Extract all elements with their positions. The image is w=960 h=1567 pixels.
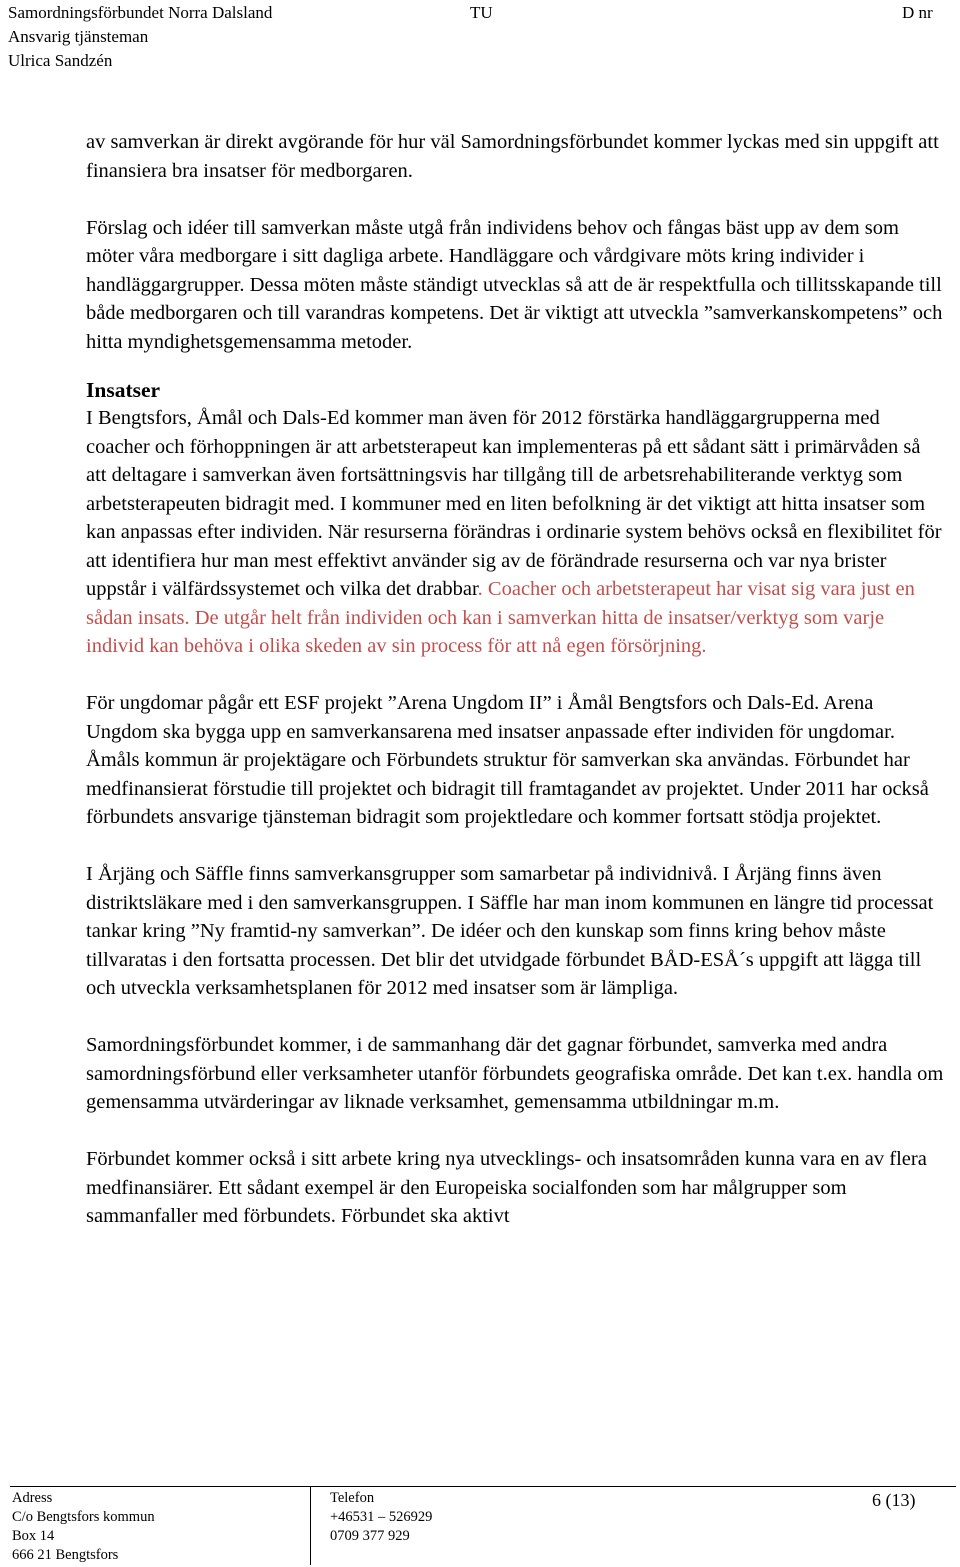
header-role: Ansvarig tjänsteman (8, 27, 149, 46)
header-person: Ulrica Sandzén (8, 51, 113, 70)
paragraph-7: Förbundet kommer också i sitt arbete kring nya utvecklings- och insatsområden kunna vara en av flera medfinansiärer. Ett sådant exempel är den Europeiska socialfonden som har målgrupper som sammanfaller med förbundets. Förbundet ska aktivt (86, 1148, 927, 1227)
footer-divider (310, 1486, 311, 1565)
footer-address-line: 666 21 Bengtsfors (12, 1547, 119, 1563)
section-heading-insatser: Insatser (86, 378, 161, 402)
header-dnr: D nr (902, 3, 933, 22)
footer-phone-label: Telefon (330, 1490, 375, 1506)
paragraph-3-part-2: Coacher och arbetsterapeut har visat sig vara just en sådan insats. De utgår helt från individen och kan i samverkan hitta de insatser/verktyg som varje individ kan behöva i olika skeden av sin process för att nå egen försörjning. (86, 578, 915, 657)
header-organization: Samordningsförbundet Norra Dalsland (8, 3, 273, 22)
paragraph-1: av samverkan är direkt avgörande för hur väl Samordningsförbundet kommer lyckas med sin uppgift att finansiera bra insatser för medborgaren. (86, 131, 939, 182)
paragraph-3-part-1: I Bengtsfors, Åmål och Dals-Ed kommer man även för 2012 förstärka handläggargrupperna med coacher och förhoppningen är att arbetsterapeut kan implementeras på ett sådant sätt i primärvåden så att deltagare i samverkan även fortsättningsvis har tillgång till de arbetsrehabiliterande verktyg som arbetsterapeuten bidragit med. I kommuner med en liten befolkning är det viktigt att hitta insatser som kan anpassas efter individen. När resurserna förändras i ordinarie system behövs också en flexibilitet för att identifiera hur man mest effektivt använder sig av de förändrade resurserna och var nya brister uppstår i välfärdssystemet och vilka det drabbar (86, 407, 942, 600)
paragraph-2: Förslag och idéer till samverkan måste utgå från individens behov och fångas bäst upp av dem som möter våra medborgare i sitt dagliga arbete. Handläggare och vårdgivare möts kring individer i handläggargrupper. Dessa möten måste ständigt utvecklas så att de är respektfulla och tillitsskapande till både medborgaren och till varandras kompetens. Det är viktigt att utveckla ”samverkanskompetens” och hitta myndighetsgemensamma metoder. (86, 216, 943, 353)
paragraph-3 (86, 404, 946, 661)
footer-address-line: Box 14 (12, 1528, 55, 1544)
footer-address (12, 1489, 155, 1565)
footer-phone (330, 1489, 432, 1546)
footer-phone-number: 0709 377 929 (330, 1528, 410, 1544)
header-tu: TU (470, 3, 493, 22)
document-body (86, 128, 946, 1259)
footer-address-label: Adress (12, 1490, 53, 1506)
footer-address-line: C/o Bengtsfors kommun (12, 1509, 155, 1525)
paragraph-5: I Årjäng och Säffle finns samverkansgrupper som samarbetar på individnivå. I Årjäng finns även distriktsläkare med i den samverkansgruppen. I Säffle har man inom kommunen en längre tid processat tankar kring ”Ny framtid-ny samverkan”. De idéer och den kunskap som finns kring behov måste tillvaratas i den fortsatta processen. Det blir det utvidgade förbundet BÅD-ESÅ´s uppgift att lägga till och utveckla verksamhetsplanen för 2012 med insatser som är lämpliga. (86, 863, 934, 999)
paragraph-3-highlight-dot: . (477, 578, 483, 600)
page-footer (0, 1486, 960, 1567)
footer-rule (10, 1486, 956, 1487)
paragraph-6: Samordningsförbundet kommer, i de sammanhang där det gagnar förbundet, samverka med andra samordningsförbund eller verksamheter utanför förbundets geografiska område. Det kan t.ex. handla om gemensamma utvärderingar av liknade verksamhet, gemensamma utbildningar m.m. (86, 1034, 944, 1113)
page-number: 6 (13) (872, 1490, 916, 1510)
footer-phone-number: +46531 – 526929 (330, 1509, 433, 1525)
paragraph-4: För ungdomar pågår ett ESF projekt ”Arena Ungdom II” i Åmål Bengtsfors och Dals-Ed. Arena Ungdom ska bygga upp en samverkansarena med insatser anpassade efter individen för ungdomar. Åmåls kommun är projektägare och Förbundets struktur för samverkan ska användas. Förbundet har medfinansierat förstudie till projektet och bidragit till framtagandet av projektet. Under 2011 har också förbundets ansvarige tjänsteman bidragit som projektledare och kommer fortsatt stödja projektet. (86, 692, 929, 828)
